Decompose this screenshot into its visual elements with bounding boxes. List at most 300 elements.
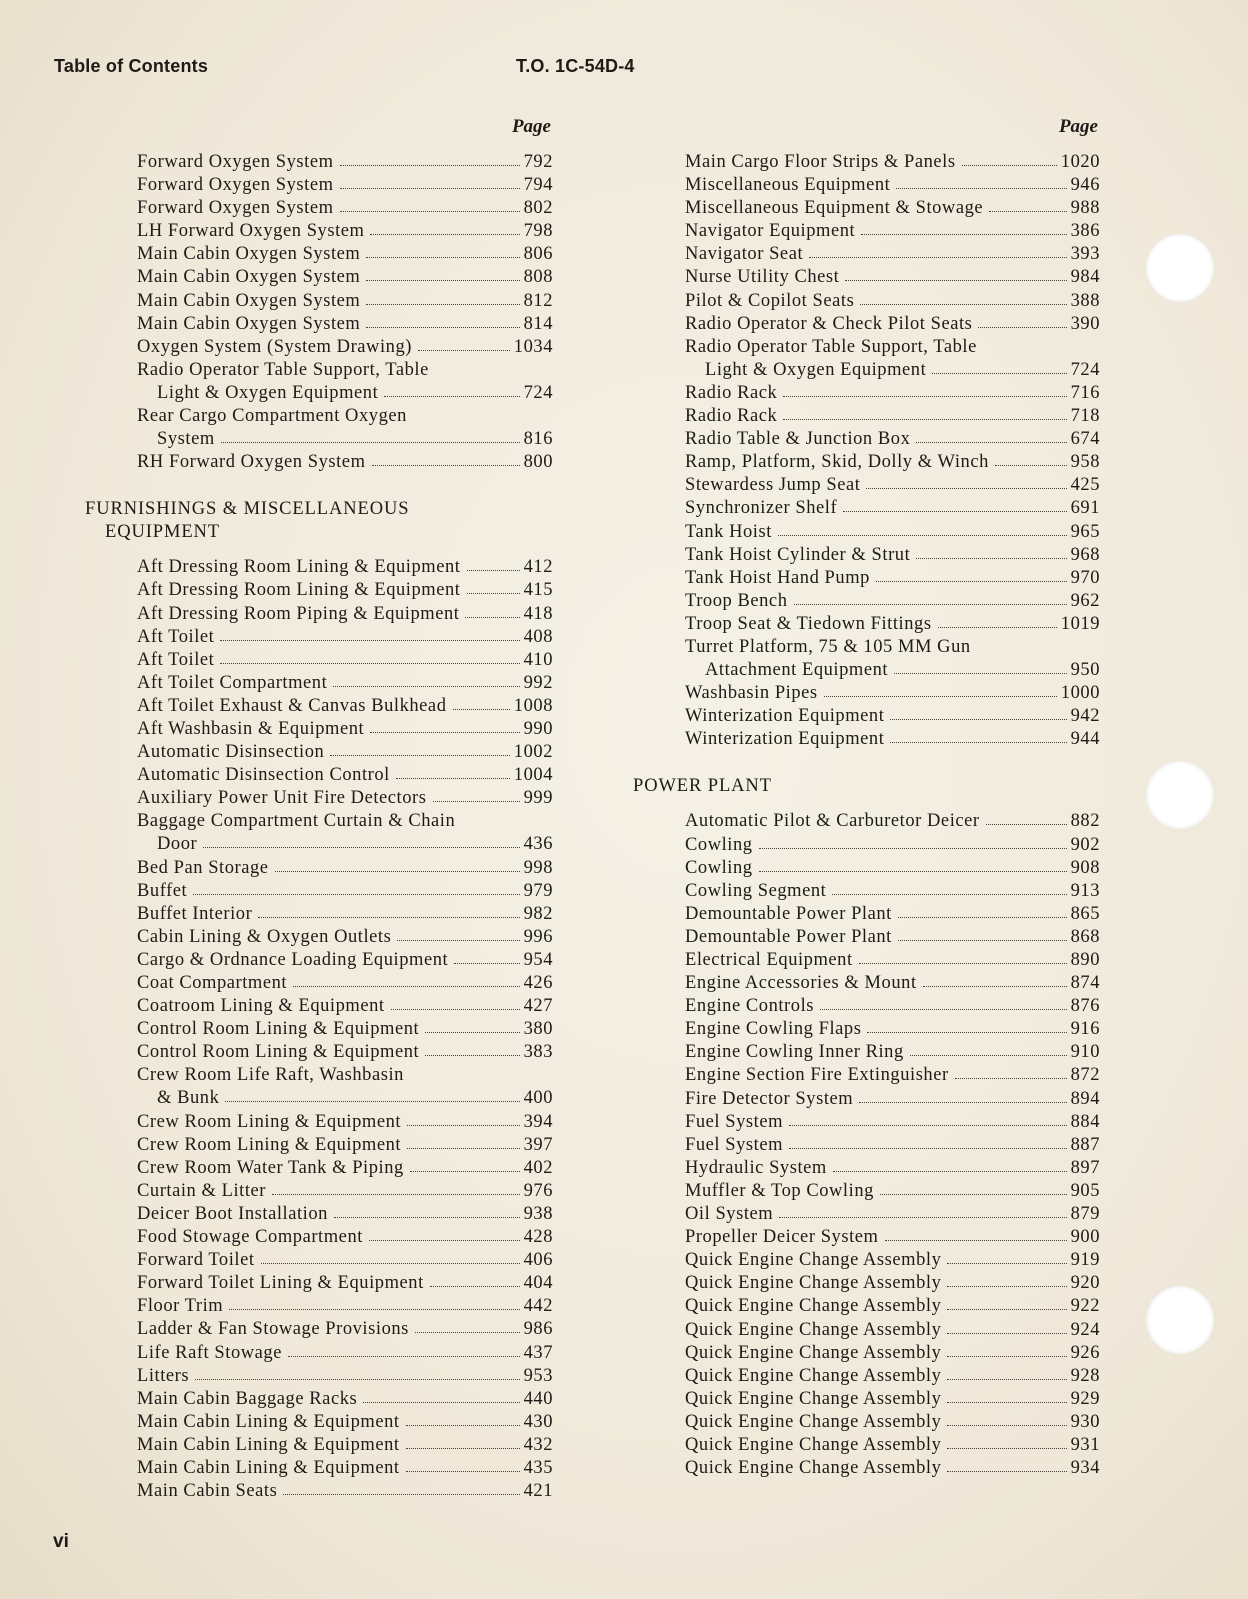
toc-entry-page: 942 [1070,706,1100,727]
toc-entry [685,266,1100,289]
toc-entry-page: 865 [1070,903,1100,924]
toc-entry-page: 962 [1070,590,1100,611]
toc-entry-page: 872 [1070,1065,1100,1086]
binder-hole [1146,761,1214,829]
toc-entry [137,1203,553,1226]
toc-entry [685,1365,1100,1388]
toc-entry-page: 432 [523,1434,553,1455]
dot-leader [391,1009,520,1010]
toc-entry-title: Forward Toilet Lining & Equipment [137,1273,424,1294]
dot-leader [415,1332,520,1333]
dot-leader [778,535,1067,536]
toc-entry-page: 380 [523,1019,553,1040]
dot-leader [989,211,1066,212]
toc-entry [137,579,553,602]
toc-entry [137,718,553,741]
dot-leader [340,165,520,166]
toc-entry-page: 1034 [513,336,553,357]
toc-entry [685,1457,1100,1480]
dot-leader [859,963,1067,964]
toc-entry-title: Nurse Utility Chest [685,267,840,288]
toc-entry [137,1480,553,1503]
dot-leader [467,570,520,571]
toc-entry [685,544,1100,567]
toc-entry [137,174,553,197]
dot-leader [366,280,519,281]
toc-entry [685,972,1100,995]
toc-entry-title: Miscellaneous Equipment & Stowage [685,198,984,219]
dot-leader [425,1032,519,1033]
toc-entry-page: 900 [1070,1227,1100,1248]
toc-entry [685,590,1100,613]
dot-leader [407,1148,519,1149]
toc-entry [137,1087,553,1110]
dot-leader [859,1102,1066,1103]
toc-entry-title: Troop Bench [685,590,788,611]
dot-leader [330,755,509,756]
toc-entry-page: 890 [1070,950,1100,970]
toc-entry-page: 946 [1070,175,1100,196]
toc-entry [685,1064,1100,1087]
toc-entry-title: Cowling [685,857,753,878]
dot-leader [789,1148,1067,1149]
toc-entry [685,903,1100,926]
toc-entry-page: 426 [523,973,553,993]
dot-leader [272,1194,520,1195]
toc-entry [137,1434,553,1457]
dot-leader [885,1240,1067,1241]
toc-entry [137,603,553,626]
furnishings-heading-line1: FURNISHINGS & MISCELLANEOUS [85,499,410,520]
toc-entry [685,949,1100,972]
toc-entry-title: Life Raft Stowage [137,1342,282,1363]
toc-entry-title: Aft Washbasin & Equipment [137,718,365,739]
dot-leader [867,1032,1066,1033]
toc-entry [685,1041,1100,1064]
toc-entry-page: 926 [1070,1342,1100,1363]
toc-entry [685,428,1100,451]
toc-entry-page: 876 [1070,996,1100,1017]
page-column-label: Page [511,116,551,137]
toc-entry-title: Engine Cowling Inner Ring [685,1042,904,1063]
toc-entry-title: Radio Rack [685,382,778,403]
toc-entry-page: 442 [523,1296,553,1317]
toc-entry [137,197,553,220]
toc-entry [137,336,553,359]
toc-entry-page: 427 [523,996,553,1017]
dot-leader [229,1309,519,1310]
toc-entry-title: Fire Detector System [685,1088,854,1109]
dot-leader [366,304,519,305]
toc-entry [137,1272,553,1295]
dot-leader [333,686,519,687]
toc-entry-title: Automatic Pilot & Carburetor Deicer [685,811,980,832]
toc-entry-title: Aft Dressing Room Lining & Equipment [137,580,461,601]
toc-entry-page: 931 [1070,1434,1100,1455]
toc-entry-title: Control Room Lining & Equipment [137,1042,420,1063]
dot-leader [193,894,519,895]
toc-entry-page: 916 [1070,1019,1100,1040]
toc-entry-page: 958 [1070,452,1100,473]
toc-entry-page: 913 [1070,880,1100,901]
dot-leader [195,1379,519,1380]
dot-leader [372,465,520,466]
toc-entry-page: 965 [1070,521,1100,542]
dot-leader [898,940,1067,941]
toc-entry-page: 437 [523,1342,553,1363]
dot-leader [978,327,1066,328]
toc-entry-title: Engine Accessories & Mount [685,973,917,994]
toc-entry-title: Engine Cowling Flaps [685,1019,862,1040]
toc-entry-page: 982 [523,903,553,924]
toc-entry-page: 816 [523,429,553,450]
dot-leader [947,1425,1066,1426]
toc-entry-page: 1002 [513,742,553,763]
toc-entry-title: Forward Oxygen System [137,152,334,172]
toc-entry-page: 430 [523,1411,553,1432]
toc-entry [137,926,553,949]
toc-entry-title: Demountable Power Plant [685,903,892,924]
toc-entry [137,903,553,926]
toc-entry-page: 884 [1070,1111,1100,1132]
toc-entry [137,649,553,672]
dot-leader [370,234,519,235]
toc-entry [137,672,553,695]
dot-leader [334,1217,520,1218]
toc-entry-title: Forward Oxygen System [137,198,334,219]
toc-entry-title: Washbasin Pipes [685,683,818,704]
toc-entry-title: Navigator Equipment [685,221,856,242]
toc-entry-title: Quick Engine Change Assembly [685,1342,942,1363]
toc-entry-page: 436 [523,834,553,855]
toc-entry-title: Electrical Equipment [685,950,853,970]
dot-leader [418,350,510,351]
toc-entry [685,1134,1100,1157]
toc-entry-title: Main Cabin Lining & Equipment [137,1457,400,1478]
toc-entry-title: Main Cabin Seats [137,1481,278,1502]
toc-entry [685,220,1100,243]
toc-entry [685,243,1100,266]
toc-entry-page: 979 [523,880,553,901]
toc-entry-page: 920 [1070,1273,1100,1294]
toc-entry-page: 383 [523,1042,553,1063]
toc-entry-title: Crew Room Lining & Equipment [137,1134,402,1155]
dot-leader [406,1425,520,1426]
toc-entry-page: 953 [523,1365,553,1386]
toc-entry [685,705,1100,728]
toc-entry-title: Winterization Equipment [685,706,885,727]
toc-entry-page: 990 [523,718,553,739]
toc-entry-title: Tank Hoist Cylinder & Strut [685,544,911,565]
toc-entry [137,833,553,856]
toc-entry-page: 897 [1070,1157,1100,1178]
toc-entry-page: 394 [523,1111,553,1132]
toc-entry [685,1411,1100,1434]
toc-entry [137,1134,553,1157]
right-column [633,116,1100,1480]
toc-entry-title: Cowling Segment [685,880,827,901]
toc-entry [685,313,1100,336]
toc-entry-page: 992 [523,672,553,693]
toc-entry [137,1249,553,1272]
toc-entry-title: Crew Room Lining & Equipment [137,1111,402,1132]
dot-leader [396,778,510,779]
dot-leader [923,986,1067,987]
toc-entry-page: 934 [1070,1458,1100,1479]
toc-entry [685,995,1100,1018]
toc-entry-title: Main Cabin Oxygen System [137,290,361,311]
toc-entry-page: 393 [1070,244,1100,265]
dot-leader [894,673,1066,674]
furnishings-section-heading [85,498,553,544]
dot-leader [833,1171,1067,1172]
toc-entry [137,695,553,718]
toc-entry-title: Quick Engine Change Assembly [685,1296,942,1317]
footer-page-number: vi [53,1531,69,1552]
toc-entry [685,880,1100,903]
toc-entry-page: 919 [1070,1250,1100,1271]
toc-entry-page: 910 [1070,1042,1100,1063]
oxygen-entry-list [137,151,553,474]
toc-entry [137,1388,553,1411]
toc-entry-title: Quick Engine Change Assembly [685,1250,942,1271]
dot-leader [433,801,520,802]
dot-leader [384,396,519,397]
toc-entry [137,313,553,336]
toc-entry-page: 806 [523,244,553,265]
toc-entry-title: Main Cabin Oxygen System [137,313,361,334]
page-column-label: Page [1058,116,1098,137]
toc-entry [137,556,553,579]
toc-entry-page: 996 [523,926,553,947]
toc-entry-title: Oxygen System (System Drawing) [137,336,412,357]
dot-leader [916,442,1066,443]
toc-entry [685,1388,1100,1411]
toc-entry-title: Pilot & Copilot Seats [685,290,855,311]
toc-entry-title: Buffet Interior [137,903,253,924]
toc-entry-title: Ramp, Platform, Skid, Dolly & Winch [685,452,989,473]
dot-leader [258,917,519,918]
toc-entry [685,613,1100,636]
toc-entry [137,880,553,903]
toc-entry-page: 930 [1070,1411,1100,1432]
dot-leader [779,1217,1066,1218]
toc-entry-title: Control Room Lining & Equipment [137,1019,420,1040]
toc-entry [685,1272,1100,1295]
toc-entry [685,834,1100,857]
toc-entry-page: 905 [1070,1180,1100,1201]
dot-leader [860,304,1066,305]
toc-entry-page: 718 [1070,406,1100,427]
toc-entry [137,972,553,995]
dot-leader [370,732,519,733]
toc-entry-title: Demountable Power Plant [685,926,892,947]
toc-entry [137,1226,553,1249]
dot-leader [406,1471,520,1472]
toc-entry-page: 418 [523,603,553,624]
toc-entry [685,1434,1100,1457]
dot-leader [896,188,1066,189]
toc-entry-title: Automatic Disinsection [137,742,325,763]
toc-entry-page: 794 [523,175,553,196]
dot-leader [759,871,1067,872]
furnishings-entry-list [137,556,553,1503]
toc-entry-title: Buffet [137,880,188,901]
dot-leader [425,1055,519,1056]
toc-entry-page: 887 [1070,1134,1100,1155]
toc-entry-title: Stewardess Jump Seat [685,475,861,496]
toc-entry-title: Main Cabin Baggage Racks [137,1388,358,1409]
toc-entry-title: Forward Oxygen System [137,175,334,196]
toc-entry-page: 922 [1070,1296,1100,1317]
toc-entry-title: Radio Operator Table Support, Table [137,359,429,380]
toc-entry-title: Radio Operator Table Support, Table [685,336,977,357]
toc-entry-title: Rear Cargo Compartment Oxygen [137,406,407,427]
toc-entry [137,1295,553,1318]
toc-entry-page: 691 [1070,498,1100,519]
toc-entry-page: 902 [1070,834,1100,855]
toc-entry-page: 1004 [513,765,553,786]
toc-entry [685,659,1100,682]
toc-entry-title: Main Cabin Oxygen System [137,267,361,288]
dot-leader [467,593,520,594]
toc-entry [137,1041,553,1064]
toc-entry-title: Quick Engine Change Assembly [685,1411,942,1432]
dot-leader [221,442,520,443]
toc-entry [137,1411,553,1434]
dot-leader [938,627,1057,628]
dot-leader [880,1194,1067,1195]
dot-leader [947,1333,1066,1334]
dot-leader [832,894,1066,895]
toc-entry-page: 1020 [1060,152,1100,172]
dot-leader [363,1402,519,1403]
dot-leader [890,719,1066,720]
toc-entry-title: Troop Seat & Tiedown Fittings [685,613,932,634]
toc-entry [137,1342,553,1365]
toc-entry [137,787,553,810]
toc-entry-page: 435 [523,1457,553,1478]
toc-entry-page: 924 [1070,1319,1100,1340]
toc-entry-page: 998 [523,857,553,878]
dot-leader [340,211,520,212]
toc-entry-title-continued: Light & Oxygen Equipment [157,382,379,403]
dot-leader [947,1379,1066,1380]
toc-entry-page: 908 [1070,857,1100,878]
toc-entry [685,151,1100,174]
toc-entry-title: Ladder & Fan Stowage Provisions [137,1319,409,1340]
toc-entry [137,1157,553,1180]
toc-entry-page: 968 [1070,544,1100,565]
dot-leader [453,709,510,710]
toc-entry-title: Aft Toilet Exhaust & Canvas Bulkhead [137,695,447,716]
toc-entry-title: Aft Toilet [137,649,215,670]
toc-entry-page: 808 [523,267,553,288]
power-plant-section-heading: POWER PLANT [633,776,772,797]
toc-entry-page: 999 [523,788,553,809]
header-section-title: Table of Contents [54,56,209,76]
toc-entry-page: 406 [523,1250,553,1271]
toc-entry-page: 716 [1070,382,1100,403]
toc-entry-title: Winterization Equipment [685,729,885,750]
toc-entry-title: Radio Operator & Check Pilot Seats [685,313,973,334]
toc-entry [685,1180,1100,1203]
toc-entry-title: Main Cargo Floor Strips & Panels [685,152,956,172]
toc-entry-page: 894 [1070,1088,1100,1109]
toc-entry-title: Fuel System [685,1111,784,1132]
toc-entry [137,626,553,649]
toc-entry-title: Hydraulic System [685,1157,827,1178]
toc-entry-page: 802 [523,198,553,219]
toc-entry-page: 397 [523,1134,553,1155]
toc-entry-page: 950 [1070,660,1100,681]
toc-entry-page: 929 [1070,1388,1100,1409]
toc-entry-title: Cargo & Ordnance Loading Equipment [137,949,449,970]
toc-entry-page: 386 [1070,221,1100,242]
toc-entry-page: 402 [523,1157,553,1178]
toc-entry [137,1365,553,1388]
toc-entry [137,741,553,764]
toc-entry [685,174,1100,197]
toc-entry [137,1111,553,1134]
toc-entry-page: 428 [523,1227,553,1248]
toc-entry-page: 412 [523,557,553,578]
toc-entry-title: Cowling [685,834,753,855]
toc-entry-title: Floor Trim [137,1296,224,1317]
toc-entry [685,197,1100,220]
toc-entry-title: Tank Hoist [685,521,772,542]
dot-leader [947,1402,1066,1403]
misc-entry-list [685,151,1100,751]
toc-entry-page: 388 [1070,290,1100,311]
toc-entry-page: 440 [523,1388,553,1409]
dot-leader [986,824,1067,825]
toc-entry-title: Aft Toilet Compartment [137,672,328,693]
dot-leader [845,280,1066,281]
toc-entry-page: 984 [1070,267,1100,288]
toc-entry-page: 970 [1070,567,1100,588]
toc-entry [685,1157,1100,1180]
toc-entry [137,290,553,313]
binder-hole [1146,1286,1214,1354]
toc-entry-title: Propeller Deicer System [685,1227,879,1248]
toc-entry-title-continued: Attachment Equipment [705,660,889,681]
dot-leader [340,188,520,189]
toc-entry-page: 814 [523,313,553,334]
toc-entry-title: Miscellaneous Equipment [685,175,891,196]
dot-leader [220,663,519,664]
toc-entry-page: 938 [523,1203,553,1224]
toc-entry-page: 421 [523,1481,553,1502]
toc-entry-page: 874 [1070,973,1100,994]
dot-leader [947,1263,1066,1264]
dot-leader [932,373,1066,374]
toc-entry-title-continued: Door [157,834,198,855]
toc-entry-page: 792 [523,152,553,172]
header-document-number: T.O. 1C-54D-4 [516,56,635,76]
toc-entry-page: 724 [523,382,553,403]
toc-entry-page: 415 [523,580,553,601]
dot-leader [406,1448,520,1449]
toc-entry-page: 976 [523,1180,553,1201]
toc-entry-page: 879 [1070,1204,1100,1225]
toc-entry [685,926,1100,949]
toc-entry [685,1088,1100,1111]
toc-entry [685,728,1100,751]
dot-leader [430,1286,520,1287]
toc-entry-title: RH Forward Oxygen System [137,452,366,473]
dot-leader [397,940,519,941]
